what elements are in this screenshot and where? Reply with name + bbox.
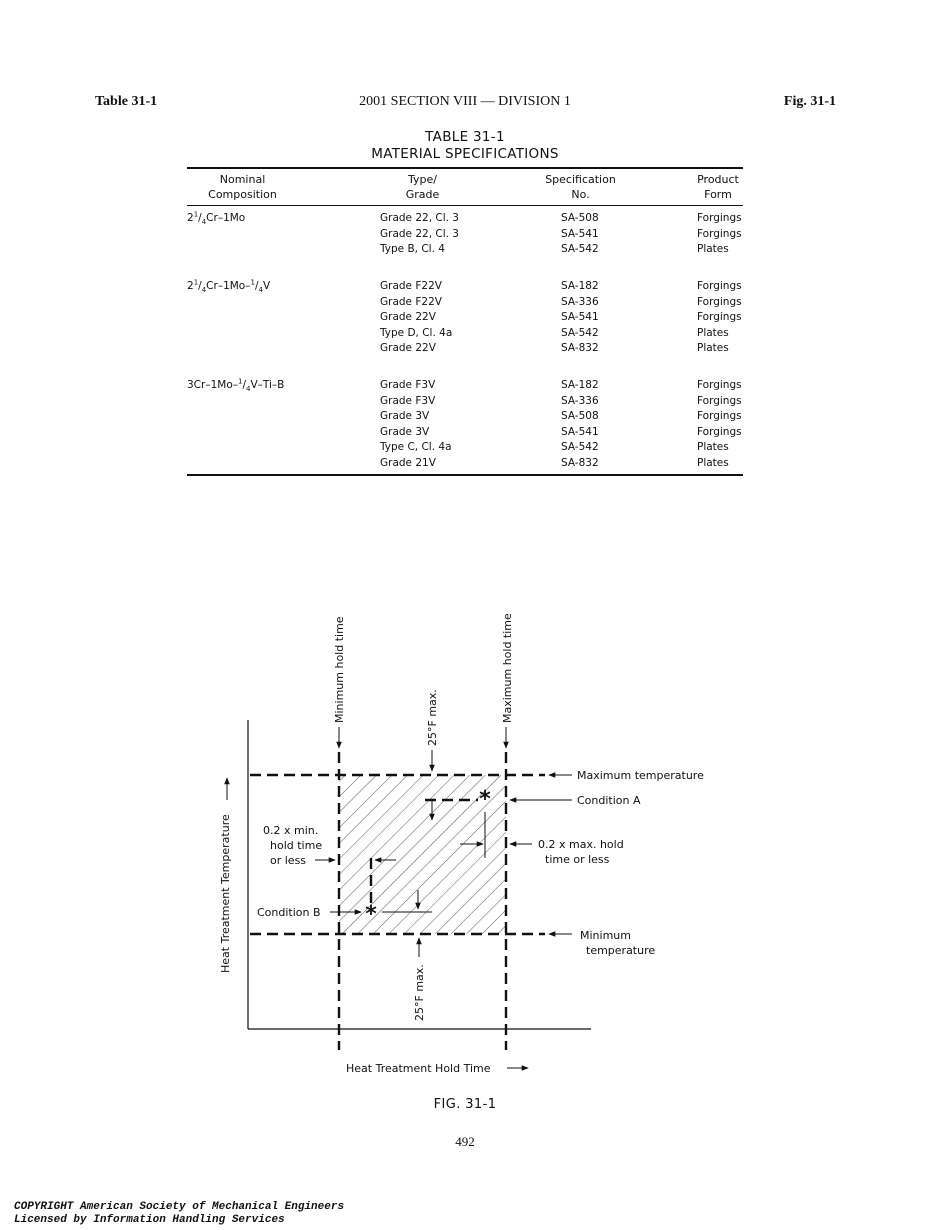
cell-spec: SA-336 xyxy=(561,394,599,407)
header-figure-ref: Fig. 31-1 xyxy=(783,94,836,109)
table-row xyxy=(0,279,950,295)
max-hold-time-label: Maximum hold time xyxy=(501,613,514,723)
condition-b-marker: * xyxy=(365,902,377,927)
min-hold-time-label: Minimum hold time xyxy=(333,616,346,723)
table-row xyxy=(0,227,950,243)
table-subtitle: MATERIAL SPECIFICATIONS xyxy=(371,146,559,162)
table-row xyxy=(0,394,950,410)
composition-2-1-4cr-1mo-1-4v: $2^1/_4Cr-1Mo-^1/_4V$ xyxy=(187,278,271,295)
y-axis-label: Heat Treatment Temperature xyxy=(219,814,232,973)
table-row xyxy=(0,425,950,441)
copyright-line-1: COPYRIGHT American Society of Mechanical Engineers xyxy=(14,1201,345,1213)
table-row xyxy=(0,341,950,357)
table-group-3 xyxy=(0,378,950,472)
cell-grade: Grade 22, Cl. 3 xyxy=(380,227,459,240)
bottom-tolerance-label: 25°F max. xyxy=(413,964,426,1021)
left-note-line-2: hold time xyxy=(270,839,323,852)
cell-form: Forgings xyxy=(697,280,742,292)
table-row xyxy=(0,440,950,456)
cell-form: Forgings xyxy=(697,212,742,224)
header-table-ref: Table 31-1 xyxy=(95,94,158,109)
cell-grade: Grade F22V xyxy=(380,295,442,308)
table-row xyxy=(0,295,950,311)
max-temperature-label: Maximum temperature xyxy=(577,769,704,782)
cell-grade: Type B, Cl. 4 xyxy=(380,243,445,256)
right-note-line-2: time or less xyxy=(545,853,610,866)
composition-2-1-4cr-1mo: $2^1/_4Cr-1Mo$ xyxy=(187,210,246,227)
column-header-form: Product Form xyxy=(697,173,739,201)
cell-spec: SA-542 xyxy=(561,441,599,454)
cell-grade: Grade F3V xyxy=(380,379,436,391)
cell-form: Forgings xyxy=(697,410,742,423)
cell-form: Forgings xyxy=(697,227,742,240)
cell-spec: SA-541 xyxy=(561,227,599,240)
cell-form: Forgings xyxy=(697,311,742,324)
cell-spec: SA-508 xyxy=(561,410,599,423)
cell-spec: SA-541 xyxy=(561,311,599,324)
cell-grade: Grade 3V xyxy=(380,410,430,423)
left-note-line-1: 0.2 x min. xyxy=(263,824,319,837)
cell-grade: Grade F3V xyxy=(380,394,436,407)
figure-caption: FIG. 31-1 xyxy=(433,1097,497,1112)
cell-grade: Grade 3V xyxy=(380,425,430,438)
table-title: TABLE 31-1 xyxy=(425,129,505,145)
cell-spec: SA-336 xyxy=(561,295,599,308)
cell-spec: SA-182 xyxy=(561,280,599,292)
cell-grade: Type C, Cl. 4a xyxy=(380,441,452,454)
cell-grade: Grade 22V xyxy=(380,311,436,324)
min-temperature-label-line-1: Minimum xyxy=(580,929,631,942)
cell-form: Plates xyxy=(697,441,729,454)
cell-spec: SA-541 xyxy=(561,425,599,438)
cell-form: Plates xyxy=(697,243,729,256)
cell-form: Forgings xyxy=(697,425,742,438)
condition-b-label: Condition B xyxy=(257,906,321,919)
right-note-line-1: 0.2 x max. hold xyxy=(538,838,624,851)
table-row xyxy=(0,456,950,472)
cell-spec: SA-832 xyxy=(561,342,599,355)
column-header-grade: Type/ Grade xyxy=(405,173,440,201)
table-row xyxy=(0,310,950,326)
cell-spec: SA-508 xyxy=(561,212,599,224)
page-number: 492 xyxy=(455,1134,475,1149)
table-row xyxy=(0,326,950,342)
copyright-notice xyxy=(14,1201,344,1226)
cell-form: Forgings xyxy=(697,394,742,407)
cell-grade: Grade F22V xyxy=(380,280,442,292)
cell-form: Forgings xyxy=(697,295,742,308)
table-group-2 xyxy=(0,279,950,357)
table-row xyxy=(0,211,950,227)
table-group-1 xyxy=(0,211,950,258)
cell-grade: Type D, Cl. 4a xyxy=(380,326,453,339)
table-row xyxy=(0,409,950,425)
condition-a-label: Condition A xyxy=(577,794,641,807)
cell-grade: Grade 21V xyxy=(380,456,436,469)
cell-grade: Grade 22, Cl. 3 xyxy=(380,212,459,224)
column-header-spec: Specification No. xyxy=(545,173,616,201)
table-row xyxy=(0,242,950,258)
min-temperature-label-line-2: temperature xyxy=(586,944,656,957)
table-row xyxy=(0,378,950,394)
table-top-rule xyxy=(187,167,743,169)
header-section-title: 2001 SECTION VIII — DIVISION 1 xyxy=(359,94,571,109)
cell-form: Plates xyxy=(697,456,729,469)
cell-spec: SA-542 xyxy=(561,326,599,339)
table-header-rule xyxy=(187,205,743,206)
cell-spec: SA-832 xyxy=(561,456,599,469)
composition-3cr-1mo-1-4v-ti-b: $3Cr-1Mo-^1/_4V-Ti-B$ xyxy=(187,377,285,394)
cell-grade: Grade 22V xyxy=(380,342,436,355)
cell-form: Plates xyxy=(697,342,729,355)
condition-a-marker: * xyxy=(479,787,491,812)
top-tolerance-label: 25°F max. xyxy=(426,689,439,746)
left-note-line-3: or less xyxy=(270,854,307,867)
cell-form: Forgings xyxy=(697,379,742,391)
copyright-line-2: Licensed by Information Handling Services xyxy=(14,1213,285,1226)
x-axis-label: Heat Treatment Hold Time xyxy=(346,1062,491,1075)
column-header-composition: Nominal Composition xyxy=(208,173,277,201)
cell-spec: SA-542 xyxy=(561,243,599,256)
table-bottom-rule xyxy=(187,474,743,476)
heat-treatment-diagram xyxy=(0,590,950,1090)
cell-spec: SA-182 xyxy=(561,379,599,391)
cell-form: Plates xyxy=(697,326,729,339)
